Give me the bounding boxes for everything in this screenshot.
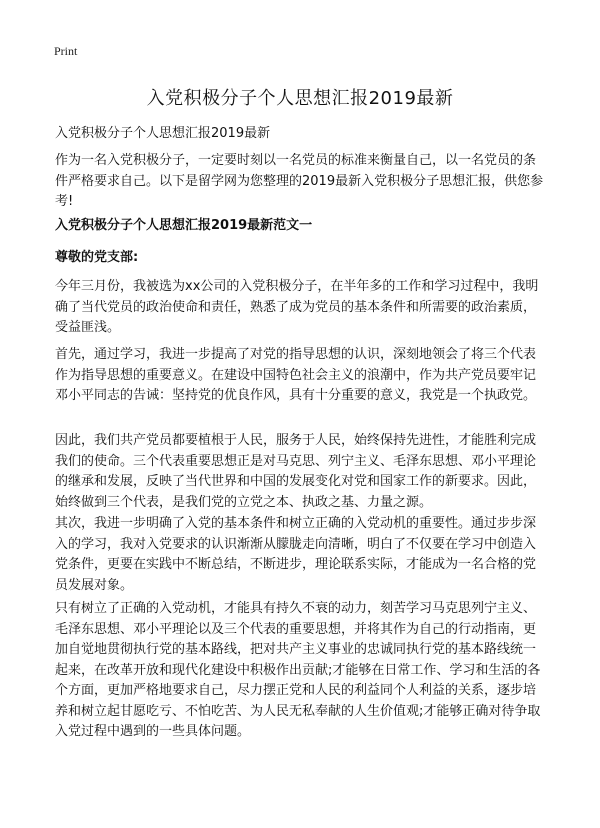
body-paragraph-2: 首先，通过学习，我进一步提高了对党的指导思想的认识，深刻地领会了将三个代表作为指导思想的重要意义。在建设中国特色社会主义的浪潮中，作为共产党员要牢记邓小平同志的告诫：坚持党的优良作风，具有十分重要的意义，我党是一个执政党。 — [55, 347, 537, 403]
intro-paragraph: 作为一名入党积极分子，一定要时刻以一名党员的标准来衡量自己，以一名党员的条件严格要求自己。以下是留学网为您整理的2019最新入党积极分子思想汇报，供您参考! — [55, 153, 544, 209]
section-heading: 入党积极分子个人思想汇报2019最新范文一 — [55, 218, 313, 233]
body-paragraph-4: 其次，我进一步明确了入党的基本条件和树立正确的入党动机的重要性。通过步步深入的学习，我对入党要求的认识渐渐从朦胧走向清晰，明白了不仅要在学习中创造入党条件，更要在实践中不断总结，不断进步，理论联系实际，才能成为一名合格的党员发展对象。 — [55, 516, 537, 593]
document-subtitle: 入党积极分子个人思想汇报2019最新 — [55, 126, 271, 141]
print-link[interactable]: Print — [54, 44, 78, 58]
salutation: 尊敬的党支部: — [55, 250, 139, 265]
body-paragraph-5: 只有树立了正确的入党动机，才能具有持久不衰的动力，刻苦学习马克思列宁主义、毛泽东思想、邓小平理论以及三个代表的重要思想，并将其作为自己的行动指南，更加自觉地贯彻执行党的基本路线，把对共产主义事业的忠诚同执行党的基本路线统一起来，在改革开放和现代化建设中积极作出贡献;才能够在日常工作、学习和生活的各个方面，更加严格地要求自己，尽力摆正党和人民的利益同个人利益的关系，逐步培养和树立起甘愿吃亏、不怕吃苦、为人民无私奉献的人生价值观;才能够正确对待争取入党过程中遇到的一些具体问题。 — [55, 601, 541, 739]
body-paragraph-3: 因此，我们共产党员都要植根于人民，服务于人民，始终保持先进性，才能胜利完成我们的使命。三个代表重要思想正是对马克思、列宁主义、毛泽东思想、邓小平理论的继承和发展，反映了当代世界和中国的发展变化对党和国家工作的新要求。因此，始终做到三个代表，是我们党的立党之本、执政之基、力量之源。 — [55, 433, 537, 510]
document-title: 入党积极分子个人思想汇报2019最新 — [146, 88, 454, 109]
body-paragraph-1: 今年三月份，我被选为xx公司的入党积极分子，在半年多的工作和学习过程中，我明确了当代党员的政治使命和责任，熟悉了成为党员的基本条件和所需要的政治素质，受益匪浅。 — [55, 279, 539, 335]
